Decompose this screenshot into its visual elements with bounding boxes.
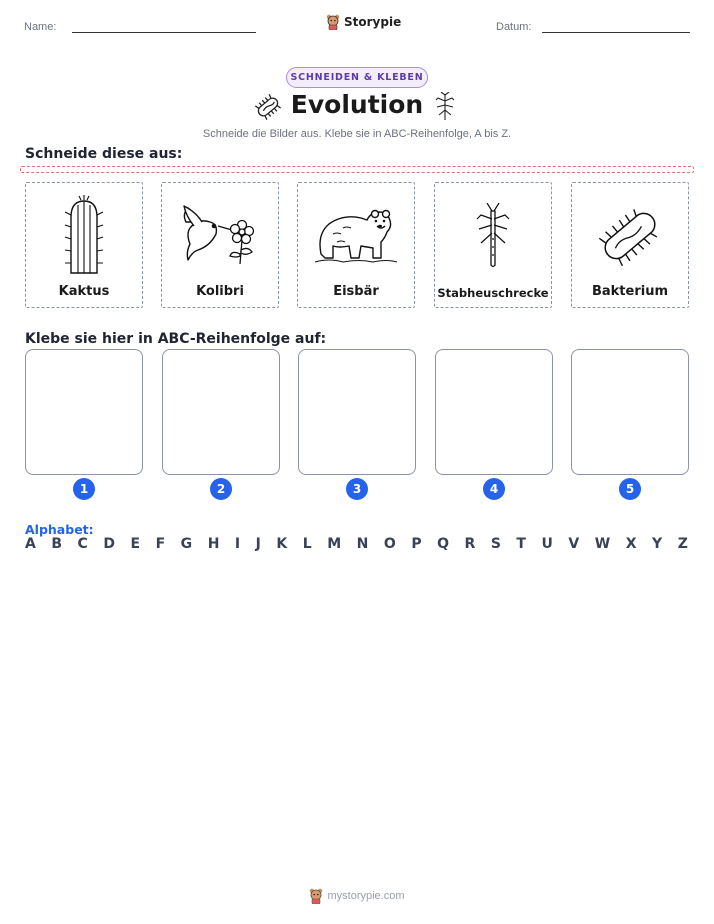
alphabet-letter: L [302, 536, 312, 552]
cactus-icon [59, 195, 109, 277]
number-badge-5: 5 [619, 478, 641, 500]
cut-card-kolibri[interactable] [161, 182, 279, 308]
instructions: Schneide die Bilder aus. Klebe sie in ABC-Reihenfolge, A bis Z. [202, 128, 512, 140]
alphabet-letter: H [207, 536, 220, 552]
page-title: Evolution [290, 90, 424, 119]
paste-box-4[interactable] [435, 349, 553, 475]
paste-box-1[interactable] [25, 349, 143, 475]
alphabet-letter: A [25, 536, 36, 552]
activity-badge: SCHNEIDEN & KLEBEN [286, 67, 428, 88]
card-label: Kolibri [196, 284, 244, 299]
alphabet-letter: B [51, 536, 63, 552]
paste-box-2[interactable] [162, 349, 280, 475]
alphabet-letter: M [327, 536, 342, 552]
alphabet-letter: J [255, 536, 261, 552]
alphabet-letter: V [568, 536, 580, 552]
paste-section-heading: Klebe sie hier in ABC-Reihenfolge auf: [25, 331, 327, 347]
alphabet-letter: W [594, 536, 611, 552]
alphabet-letter: Z [677, 536, 688, 552]
bacterium-icon [595, 203, 665, 269]
name-field-line[interactable] [72, 32, 256, 33]
number-badge-3: 3 [346, 478, 368, 500]
alphabet-letter: I [234, 536, 241, 552]
cut-card-bakterium[interactable] [571, 182, 689, 308]
alphabet-letter: X [625, 536, 637, 552]
date-field-line[interactable] [542, 32, 690, 33]
name-label: Name: [24, 21, 57, 33]
footer [0, 888, 714, 904]
alphabet-letter: O [383, 536, 396, 552]
storypie-mascot-icon [326, 14, 340, 30]
alphabet-letter: C [77, 536, 88, 552]
cut-section-heading: Schneide diese aus: [25, 146, 183, 162]
card-label: Eisbär [333, 284, 379, 299]
card-label: Kaktus [58, 284, 110, 299]
footer-site: mystorypie.com [327, 890, 405, 902]
alphabet-letter: G [180, 536, 193, 552]
alphabet-letter: D [103, 536, 115, 552]
alphabet-letter: U [541, 536, 553, 552]
cut-card-eisbaer[interactable] [297, 182, 415, 308]
alphabet-label: Alphabet: [25, 522, 94, 537]
alphabet-letter: E [130, 536, 141, 552]
number-badge-4: 4 [483, 478, 505, 500]
alphabet-letter: T [516, 536, 526, 552]
hummingbird-icon [180, 204, 260, 268]
paste-box-5[interactable] [571, 349, 689, 475]
paste-box-3[interactable] [298, 349, 416, 475]
card-label: Stabheuschrecke [437, 286, 549, 300]
cut-card-kaktus[interactable] [25, 182, 143, 308]
brand-name: Storypie [344, 15, 402, 29]
alphabet-letter: F [155, 536, 166, 552]
date-label: Datum: [496, 21, 532, 33]
stick-insect-decoration-icon [434, 92, 456, 122]
number-badge-1: 1 [73, 478, 95, 500]
alphabet-letter: Q [437, 536, 449, 552]
alphabet-row [25, 536, 688, 552]
alphabet-letter: N [356, 536, 369, 552]
card-label: Bakterium [591, 284, 669, 299]
alphabet-letter: Y [652, 536, 663, 552]
polar-bear-icon [313, 204, 399, 268]
storypie-mascot-icon [309, 888, 323, 904]
stick-insect-icon [473, 203, 513, 269]
storypie-logo [326, 14, 401, 30]
alphabet-letter: P [411, 536, 422, 552]
alphabet-letter: K [276, 536, 288, 552]
cut-line [20, 166, 694, 173]
cut-card-stabheuschrecke[interactable] [434, 182, 552, 308]
alphabet-letter: S [490, 536, 501, 552]
alphabet-letter: R [464, 536, 476, 552]
number-badge-2: 2 [210, 478, 232, 500]
